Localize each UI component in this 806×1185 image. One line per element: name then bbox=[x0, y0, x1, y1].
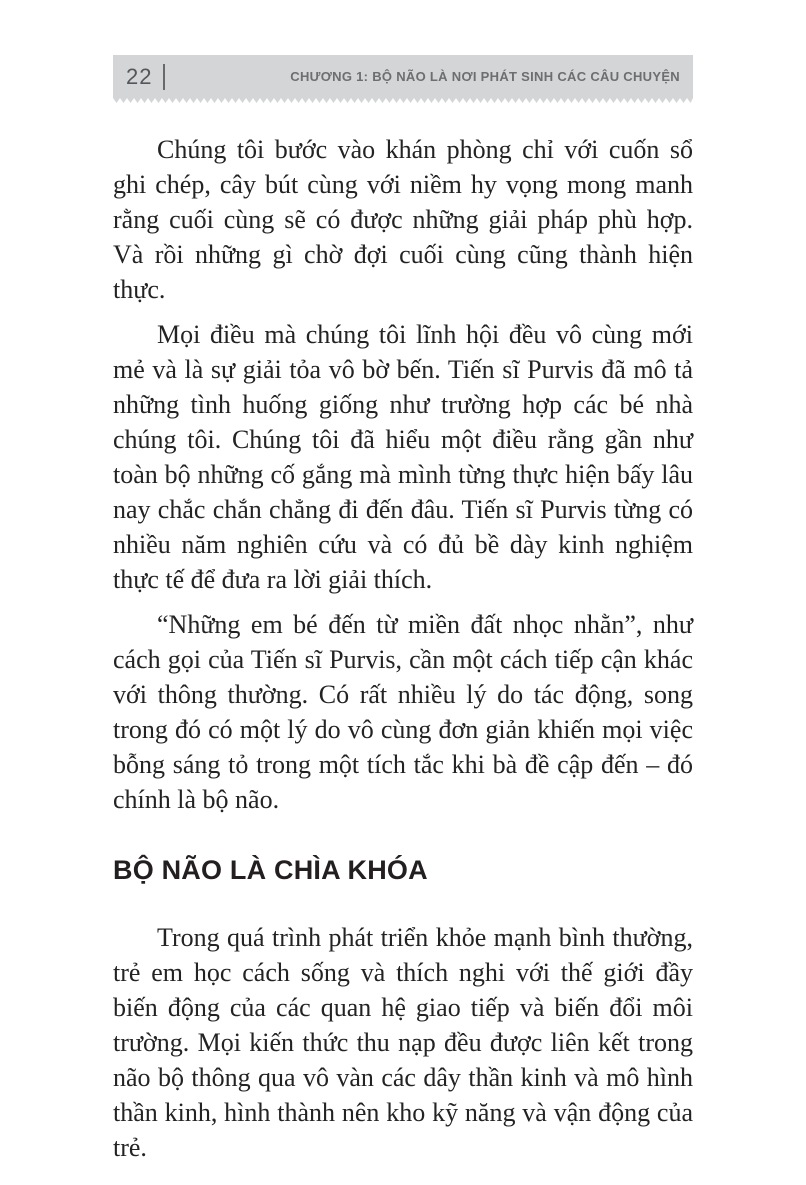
page-body bbox=[113, 132, 693, 1175]
page-number-group bbox=[126, 64, 165, 90]
section-heading: BỘ NÃO LÀ CHÌA KHÓA bbox=[113, 855, 428, 885]
paragraph: Mọi điều mà chúng tôi lĩnh hội đều vô cùng mới mẻ và là sự giải tỏa vô bờ bến. Tiến sĩ Purvis đã mô tả những tình huống giống như trường hợp các bé nhà chúng tôi. Chúng tôi đã hiểu một điều rằng gần như toàn bộ những cố gắng mà mình từng thực hiện bấy lâu nay chắc chắn chẳng đi đến đâu. Tiến sĩ Purvis từng có nhiều năm nghiên cứu và có đủ bề dày kinh nghiệm thực tế để đưa ra lời giải thích. bbox=[113, 320, 693, 594]
chapter-title: CHƯƠNG 1: BỘ NÃO LÀ NƠI PHÁT SINH CÁC CÂU CHUYỆN bbox=[290, 69, 680, 84]
page-header bbox=[113, 55, 693, 98]
page-number-divider bbox=[163, 64, 165, 90]
header-serration-edge bbox=[113, 98, 693, 103]
serration-teeth bbox=[113, 98, 693, 103]
paragraph: Chúng tôi bước vào khán phòng chỉ với cuốn sổ ghi chép, cây bút cùng với niềm hy vọng mong manh rằng cuối cùng sẽ có được những giải pháp phù hợp. Và rồi những gì chờ đợi cuối cùng cũng thành hiện thực. bbox=[113, 135, 693, 304]
page-number: 22 bbox=[126, 63, 153, 89]
paragraph: “Những em bé đến từ miền đất nhọc nhằn”, như cách gọi của Tiến sĩ Purvis, cần một cách tiếp cận khác với thông thường. Có rất nhiều lý do tác động, song trong đó có một lý do vô cùng đơn giản khiến mọi việc bỗng sáng tỏ trong một tích tắc khi bà đề cập đến – đó chính là bộ não. bbox=[113, 610, 693, 814]
paragraph: Trong quá trình phát triển khỏe mạnh bình thường, trẻ em học cách sống và thích nghi với thế giới đầy biến động của các quan hệ giao tiếp và biến đổi môi trường. Mọi kiến thức thu nạp đều được liên kết trong não bộ thông qua vô vàn các dây thần kinh và mô hình thần kinh, hình thành nên kho kỹ năng và vận động của trẻ. bbox=[113, 923, 693, 1162]
